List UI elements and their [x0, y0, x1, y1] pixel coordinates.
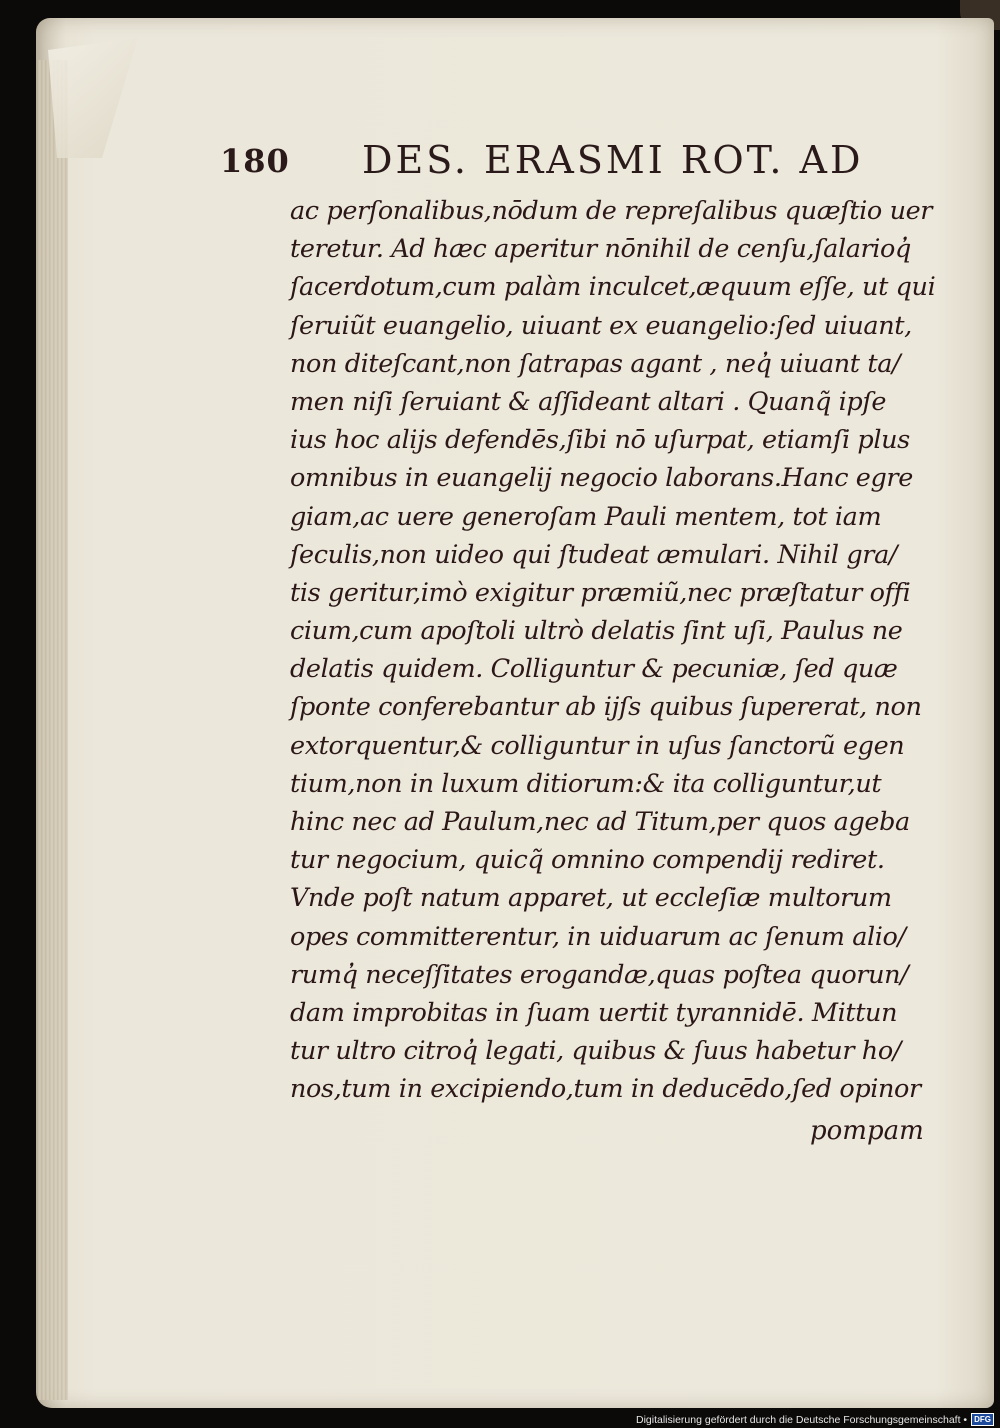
text-line: non diteſcant,non ſatrapas agant , neq̓ uiuant ta/	[290, 348, 901, 379]
text-line: ſacerdotum,cum palàm inculcet,æquum eſſe, ut qui	[290, 272, 936, 303]
digitization-credit	[636, 1413, 994, 1426]
text-line: men niſi ſeruiant & aſſideant altari . Quanq̃ ipſe	[290, 386, 887, 417]
text-line: omnibus in euangelij negocio laborans.Hanc egre	[290, 463, 913, 494]
text-line: tis geritur,imò exigitur præmiũ,nec præſtatur offi	[290, 577, 911, 608]
text-line: Vnde poſt natum apparet, ut eccleſiæ multorum	[290, 883, 892, 914]
text-line: tur ultro citroq̓ legati, quibus & ſuus habetur ho/	[290, 1036, 901, 1067]
page-edge-stack	[38, 60, 68, 1400]
text-line: nos,tum in excipiendo,tum in deducēdo,ſed opinor	[290, 1074, 921, 1105]
text-line: ius hoc alijs defendēs,ſibi nō uſurpat, etiamſi plus	[290, 425, 910, 456]
text-line: tium,non in luxum ditiorum:& ita colliguntur,ut	[290, 768, 882, 799]
body-text	[290, 192, 936, 1109]
text-line: giam,ac uere generoſam Pauli mentem, tot iam	[290, 501, 882, 532]
text-line: cium,cum apoſtoli ultrò delatis ſint uſi, Paulus ne	[290, 616, 903, 647]
text-line: opes committerentur, in uiduarum ac ſenum alio/	[290, 921, 906, 952]
dfg-logo-icon: DFG	[971, 1413, 994, 1426]
credit-text: Digitalisierung gefördert durch die Deutsche Forschungsgemeinschaft •	[636, 1413, 968, 1426]
text-line: delatis quidem. Colliguntur & pecuniæ, ſed quæ	[290, 654, 898, 685]
text-line: extorquentur,& colliguntur in uſus ſanctorũ egen	[290, 730, 905, 761]
running-head: DES. ERASMI ROT. AD	[362, 138, 864, 182]
text-line: dam improbitas in ſuam uertit tyrannidē. Mittun	[290, 997, 898, 1028]
text-line: ac perſonalibus,nōdum de repreſalibus quæſtio uer	[290, 196, 933, 226]
text-line: ſeculis,non uideo qui ſtudeat æmulari. Nihil gra/	[290, 539, 898, 570]
catchword: pompam	[810, 1116, 924, 1146]
text-line: ſponte conferebantur ab ijſs quibus ſupererat, non	[290, 692, 922, 723]
page-number: 180	[220, 142, 290, 180]
text-line: ſeruiũt euangelio, uiuant ex euangelio:ſed uiuant,	[290, 310, 912, 341]
text-line: teretur. Ad hæc aperitur nōnihil de cenſu,ſalarioq̓	[290, 234, 911, 265]
text-line: rumq̓ neceſſitates erogandæ,quas poſtea quorun/	[290, 959, 909, 990]
text-line: hinc nec ad Paulum,nec ad Titum,per quos ageba	[290, 807, 910, 837]
text-line: tur negocium, quicq̃ omnino compendij rediret.	[290, 845, 885, 876]
page-header	[220, 138, 880, 188]
